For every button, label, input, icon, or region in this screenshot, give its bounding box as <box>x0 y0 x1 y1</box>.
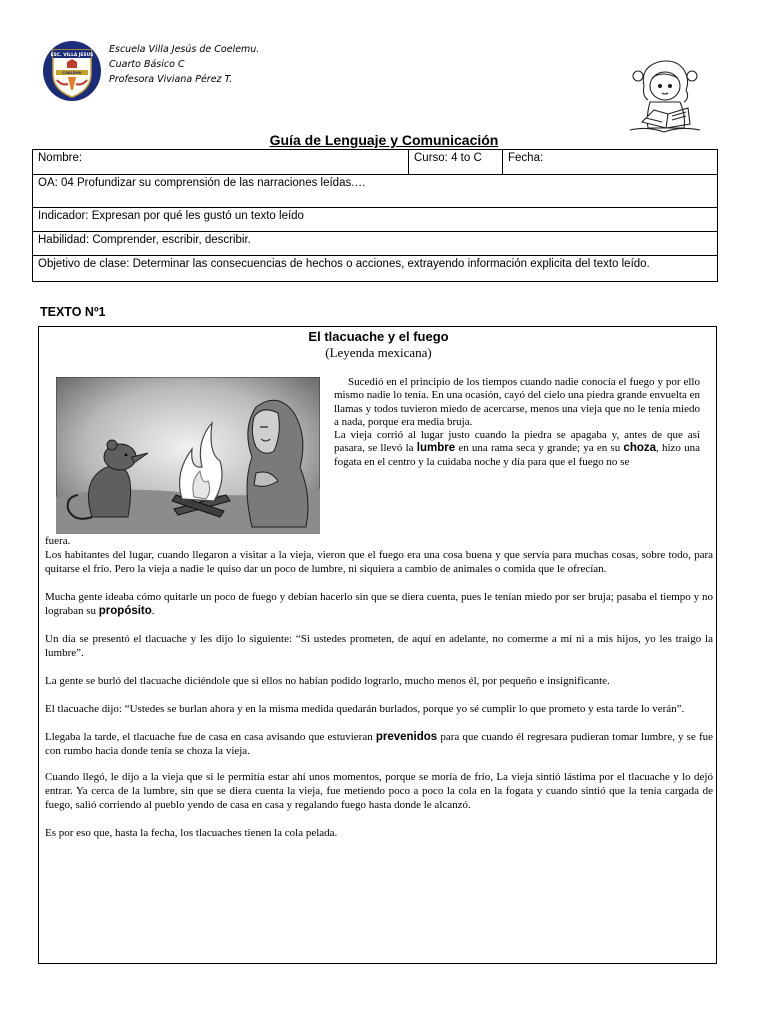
story-paragraph-8: Llegaba la tarde, el tlacuache fue de casa en casa avisando que estuvieran prevenidos para que cuando él regresara pudieran tomar lumbre, y se fue con rumbo hacia donde tenía se choza la vieja. <box>45 731 713 757</box>
story-paragraph-2-end: fuera. <box>45 535 71 547</box>
curso-field: Curso: 4 to C <box>409 150 503 174</box>
story-box <box>38 326 717 964</box>
keyword-prevenidos: prevenidos <box>375 731 438 743</box>
tlacuache-fire-illustration <box>56 377 320 534</box>
story-body <box>45 534 713 854</box>
school-teacher: Profesora Viviana Pérez T. <box>109 74 233 85</box>
info-row-header <box>33 150 717 175</box>
girl-reading-illustration <box>628 56 702 134</box>
story-paragraph-2: La vieja corrió al lugar justo cuando la piedra se apagaba y, antes de que así pasara, se llevó la lumbre en una rama seca y grande; ya en su choza, hizo una fogata en el centro y la cuidaba noche y día para que el fuego no se <box>334 429 701 468</box>
story-paragraph-3: Los habitantes del lugar, cuando llegaron a visitar a la vieja, vieron que el fuego era una cosa buena y que servía para muchas cosas, sobre todo, para quitarse el frío. Pero la vieja a nadie le quiso dar un poco de lumbre, ni siquiera a cambio de animales o comida que le ofrecían. <box>45 549 713 575</box>
oa-row: OA: 04 Profundizar su comprensión de las narraciones leídas.… <box>33 175 717 208</box>
school-grade: Cuarto Básico C <box>109 59 185 70</box>
nombre-field[interactable]: Nombre: <box>33 150 409 174</box>
school-name: Escuela Villa Jesús de Coelemu. <box>109 44 260 55</box>
story-title: El tlacuache y el fuego <box>308 329 449 344</box>
indicador-row: Indicador: Expresan por qué les gustó un texto leído <box>33 208 717 232</box>
story-paragraph-4: Mucha gente ideaba cómo quitarle un poco de fuego y debían hacerlo sin que se diera cuenta, pues le tenían miedo por ser bruja; pasaba el tiempo y no lograban su propósito. <box>45 591 713 617</box>
story-paragraph-9: Cuando llegó, le dijo a la vieja que si le permitía estar ahí unos momentos, porque se moría de frío, La vieja sintió lástima por el tlacuache y lo dejó entrar. Ya cerca de la lumbre, sin que se diera cuenta la vieja, fue metiendo poco a poco la cola en la fogata y cuando sintió que la tenía cargada de fuego, salió corriendo al pueblo yendo de casa en casa y regalando fuego hasta donde le alcanzó. <box>45 771 713 811</box>
school-crest-logo <box>42 40 102 102</box>
fecha-field[interactable]: Fecha: <box>508 152 544 164</box>
school-info <box>109 42 259 87</box>
keyword-choza: choza <box>623 442 657 455</box>
texto-label: TEXTO Nº1 <box>40 305 106 319</box>
story-paragraph-7: El tlacuache dijo: “Ustedes se burlan ahora y en la misma medida quedarán burlados, porque yo sé cumplir lo que prometo y esta tarde lo verán”. <box>45 703 685 715</box>
objetivo-row: Objetivo de clase: Determinar las consecuencias de hechos o acciones, extrayendo información explicita del texto leído. <box>38 258 650 270</box>
story-intro <box>334 376 700 469</box>
crest-motto: COELEMU <box>62 71 82 76</box>
habilidad-row: Habilidad: Comprender, escribir, describir. <box>33 232 717 256</box>
info-table <box>32 149 718 282</box>
story-paragraph-6: La gente se burló del tlacuache diciéndole que si ellos no habían podido lograrlo, mucho menos él, por pequeño e insignificante. <box>45 675 610 687</box>
story-paragraph-1: Sucedió en el principio de los tiempos cuando nadie conocía el fuego y por ello mismo nadie lo tenía. En una ocasión, cayó del cielo una piedra grande envuelta en llamas y todos tuvieron miedo de acercarse, menos una vieja que no le tenía miedo a nada, porque era media bruja. <box>334 376 700 428</box>
story-paragraph-5: Un día se presentó el tlacuache y les dijo lo siguiente: “Si ustedes prometen, de aquí en adelante, no comerme a mí ni a mis hijos, yo les traigo la lumbre”. <box>45 633 713 659</box>
keyword-lumbre: lumbre <box>416 442 456 455</box>
crest-text: ESC. VILLA JESUS <box>50 53 94 58</box>
keyword-proposito: propósito <box>98 605 152 617</box>
story-subtitle: (Leyenda mexicana) <box>325 345 432 360</box>
story-paragraph-10: Es por eso que, hasta la fecha, los tlacuaches tienen la cola pelada. <box>45 827 338 839</box>
document-title: Guía de Lenguaje y Comunicación <box>269 132 499 148</box>
